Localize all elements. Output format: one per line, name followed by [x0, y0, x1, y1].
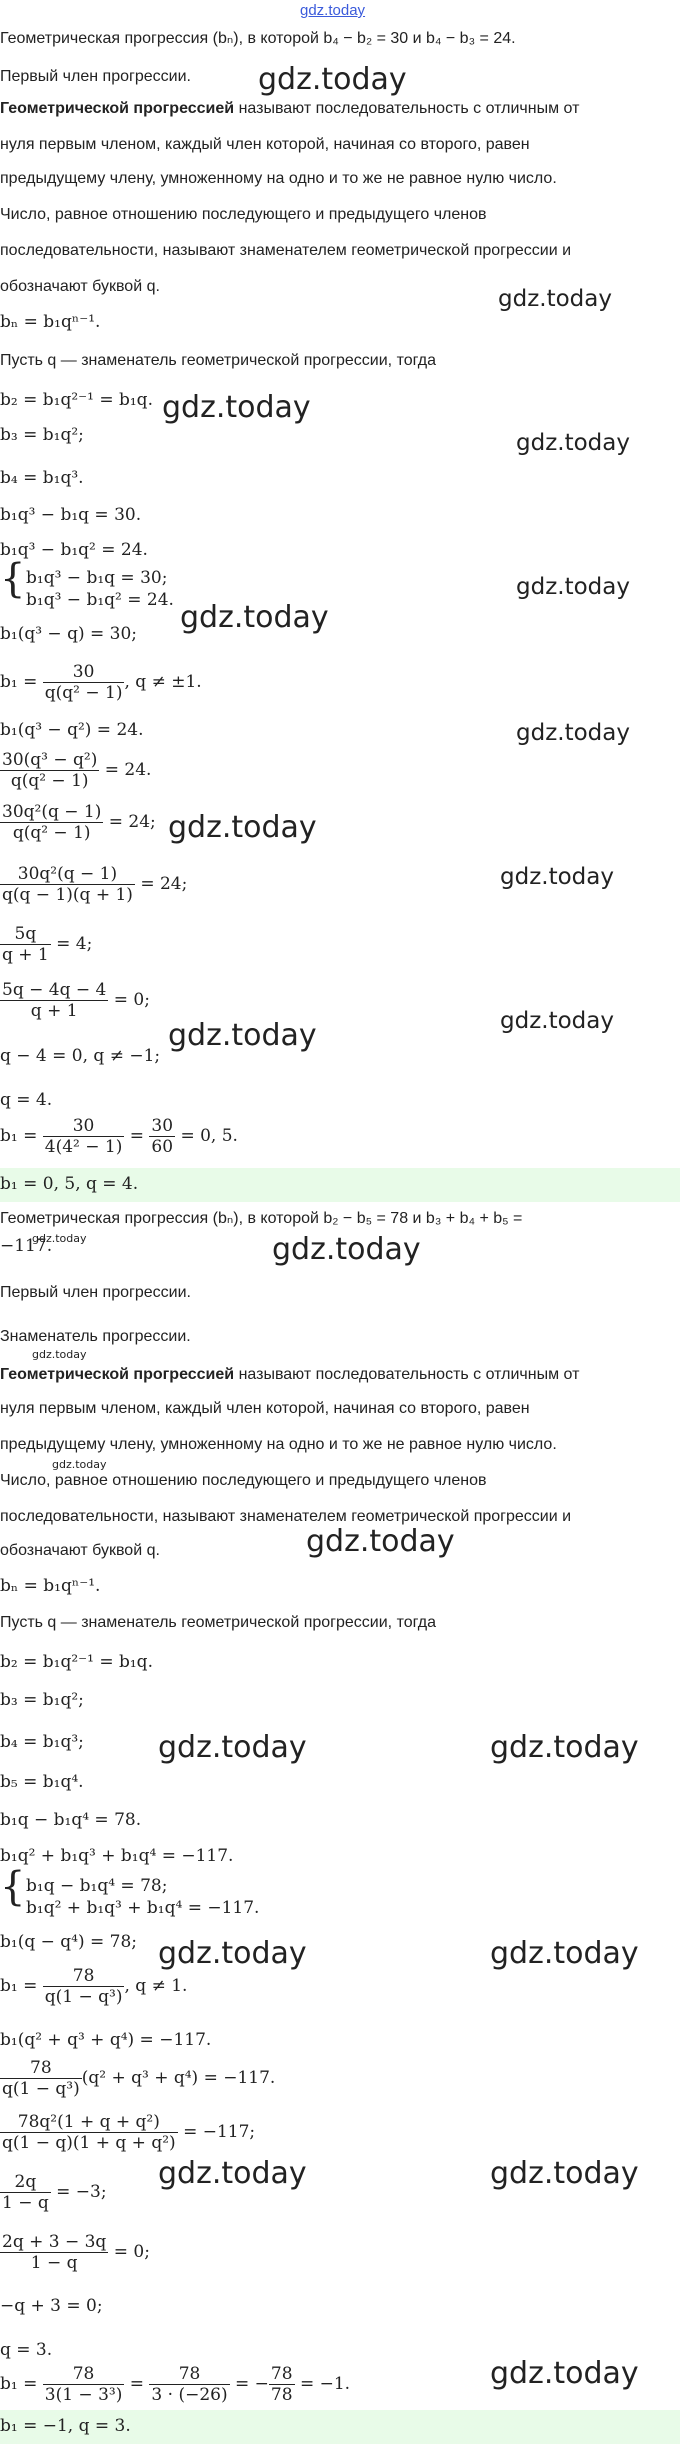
header-link[interactable]: gdz.today — [300, 2, 366, 19]
p1-step11: $\frac{\text{30q²(q − 1)}}{q(q - 1)(q + 1)}$ = 24; — [2, 864, 188, 905]
p2-step12: $\frac{2q}{1 - q}$ = −3; — [2, 2172, 107, 2213]
watermark: gdz.today — [306, 1524, 455, 1559]
p1-step5: b₁q³ − b₁q² = 24. — [0, 540, 148, 560]
watermark: gdz.today — [168, 1018, 317, 1053]
watermark: gdz.today — [258, 62, 407, 97]
p1-answer-box — [0, 1168, 680, 1202]
p2-answer-box — [0, 2410, 680, 2444]
problem1-definition-l4: Число, равное отношению последующего и предыдущего членов — [0, 206, 487, 223]
p2-step14: −q + 3 = 0; — [0, 2296, 103, 2316]
problem1-statement: Геометрическая прогрессия (bₙ), в которой b₄ − b₂ = 30 и b₄ − b₃ = 24. — [0, 30, 516, 47]
problem1-definition-l5: последовательности, называют знаменателем геометрической прогрессии и — [0, 242, 572, 259]
watermark: gdz.today — [272, 1232, 421, 1267]
problem1-let: Пусть q — знаменатель геометрической прогрессии, тогда — [0, 352, 436, 369]
problem1-definition-l2: нуля первым членом, каждый член которой, начиная со второго, равен — [0, 136, 530, 153]
p2-step16: b₁ = $\frac{78}{\text{3(1 − 3³)}}$ = $\frac{78}{3 \cdot (-26)}$ = − $\frac{78}{78}$ = −1. — [0, 2364, 351, 2405]
p1-step7: b₁ = $\frac{30}{\text{q(q² − 1)}}$ , q ≠ ±1. — [0, 662, 202, 703]
p2-step8: b₁ = $\frac{78}{\text{q(1 − q³)}}$ , q ≠ 1. — [0, 1966, 188, 2007]
watermark: gdz.today — [516, 720, 630, 746]
watermark: gdz.today — [490, 1936, 639, 1971]
watermark: gdz.today — [490, 1730, 639, 1765]
watermark: gdz.today — [158, 2156, 307, 2191]
p1-step2: b₃ = b₁q²; — [0, 425, 84, 445]
p1-step6: b₁(q³ − q) = 30; — [0, 624, 138, 644]
p1-step4: b₁q³ − b₁q = 30. — [0, 505, 142, 525]
watermark: gdz.today — [162, 390, 311, 425]
p2-system-eq1: b₁q − b₁q⁴ = 78; — [26, 1876, 168, 1896]
problem2-statement-l2: −117. — [0, 1236, 53, 1256]
p2-step4: b₅ = b₁q⁴. — [0, 1772, 84, 1792]
p1-answer: b₁ = 0, 5, q = 4. — [0, 1174, 139, 1194]
watermark: gdz.today — [498, 286, 612, 312]
watermark: gdz.today — [516, 574, 630, 600]
problem1-definition-l6: обозначают буквой q. — [0, 278, 160, 295]
watermark: gdz.today — [490, 2156, 639, 2191]
p2-system-brace: { — [0, 1864, 26, 1910]
p2-step11: $\frac{\text{78q²(1 + q + q²)}}{\text{q(1 − q)(1 + q + q²)}}$ = −117; — [2, 2112, 256, 2153]
p1-step9: $\frac{\text{30(q³ − q²)}}{\text{q(q² − 1)}}$ = 24. — [2, 750, 152, 791]
p1-step13: $\frac{5q - 4q - 4}{q + 1}$ = 0; — [2, 980, 150, 1021]
problem1-formula: bₙ = b₁qⁿ⁻¹. — [0, 312, 101, 332]
p2-step6: b₁q² + b₁q³ + b₁q⁴ = −117. — [0, 1846, 234, 1866]
problem2-statement-l1: Геометрическая прогрессия (bₙ), в которой b₂ − b₅ = 78 и b₃ + b₄ + b₅ = — [0, 1210, 523, 1227]
p1-step10: $\frac{\text{30q²(q − 1)}}{\text{q(q² − 1)}}$ = 24; — [2, 802, 156, 843]
p2-step10: $\frac{78}{\text{q(1 − q³)}}$ (q² + q³ + q⁴) = −117. — [2, 2058, 276, 2099]
p2-step5: b₁q − b₁q⁴ = 78. — [0, 1810, 142, 1830]
p2-system-eq2: b₁q² + b₁q³ + b₁q⁴ = −117. — [26, 1898, 260, 1918]
p1-system-brace: { — [0, 556, 26, 602]
p2-step13: $\frac{2q + 3 - 3q}{1 - q}$ = 0; — [2, 2232, 150, 2273]
watermark: gdz.today — [168, 810, 317, 845]
p1-step16: b₁ = $\frac{30}{\text{4(4² − 1)}}$ = $\frac{30}{60}$ = 0, 5. — [0, 1116, 238, 1157]
p1-step1: b₂ = b₁q²⁻¹ = b₁q. — [0, 390, 153, 410]
watermark: gdz.today — [516, 430, 630, 456]
p1-step15: q = 4. — [0, 1090, 53, 1110]
watermark: gdz.today — [490, 2356, 639, 2391]
problem2-let: Пусть q — знаменатель геометрической прогрессии, тогда — [0, 1614, 436, 1631]
watermark: gdz.today — [158, 1936, 307, 1971]
watermark: gdz.today — [52, 1458, 107, 1471]
watermark: gdz.today — [500, 1008, 614, 1034]
watermark: gdz.today — [158, 1730, 307, 1765]
problem1-definition-l3: предыдущему члену, умноженному на одно и то же не равное нулю число. — [0, 170, 557, 187]
watermark: gdz.today — [32, 1232, 87, 1245]
p1-step8: b₁(q³ − q²) = 24. — [0, 720, 144, 740]
p2-step1: b₂ = b₁q²⁻¹ = b₁q. — [0, 1652, 153, 1672]
p2-step3: b₄ = b₁q³; — [0, 1732, 84, 1752]
p1-step12: $\frac{5q}{q + 1}$ = 4; — [2, 924, 93, 965]
problem2-definition-l3: предыдущему члену, умноженному на одно и то же не равное нулю число. — [0, 1436, 557, 1453]
p1-step3: b₄ = b₁q³. — [0, 468, 84, 488]
problem2-definition-l2: нуля первым членом, каждый член которой, начиная со второго, равен — [0, 1400, 530, 1417]
p2-step15: q = 3. — [0, 2340, 53, 2360]
problem2-question1: Первый член прогрессии. — [0, 1284, 191, 1301]
problem2-definition-l1: Геометрической прогрессией называют последовательность с отличным от — [0, 1366, 580, 1383]
watermark: gdz.today — [500, 864, 614, 890]
p1-system-eq2: b₁q³ − b₁q² = 24. — [26, 590, 174, 610]
problem1-definition-l1: Геометрической прогрессией называют последовательность с отличным от — [0, 100, 580, 117]
p2-step9: b₁(q² + q³ + q⁴) = −117. — [0, 2030, 212, 2050]
problem2-question2: Знаменатель прогрессии. — [0, 1328, 191, 1345]
problem2-definition-l4: Число, равное отношению последующего и предыдущего членов — [0, 1472, 487, 1489]
p2-answer: b₁ = −1, q = 3. — [0, 2416, 131, 2436]
problem1-question: Первый член прогрессии. — [0, 68, 191, 85]
watermark: gdz.today — [180, 600, 329, 635]
p2-step2: b₃ = b₁q²; — [0, 1690, 84, 1710]
p1-step14: q − 4 = 0, q ≠ −1; — [0, 1046, 161, 1066]
p1-system-eq1: b₁q³ − b₁q = 30; — [26, 568, 168, 588]
problem2-definition-l6: обозначают буквой q. — [0, 1542, 160, 1559]
problem2-formula: bₙ = b₁qⁿ⁻¹. — [0, 1576, 101, 1596]
p2-step7: b₁(q − q⁴) = 78; — [0, 1932, 138, 1952]
problem2-definition-l5: последовательности, называют знаменателем геометрической прогрессии и — [0, 1508, 572, 1525]
watermark: gdz.today — [32, 1348, 87, 1361]
